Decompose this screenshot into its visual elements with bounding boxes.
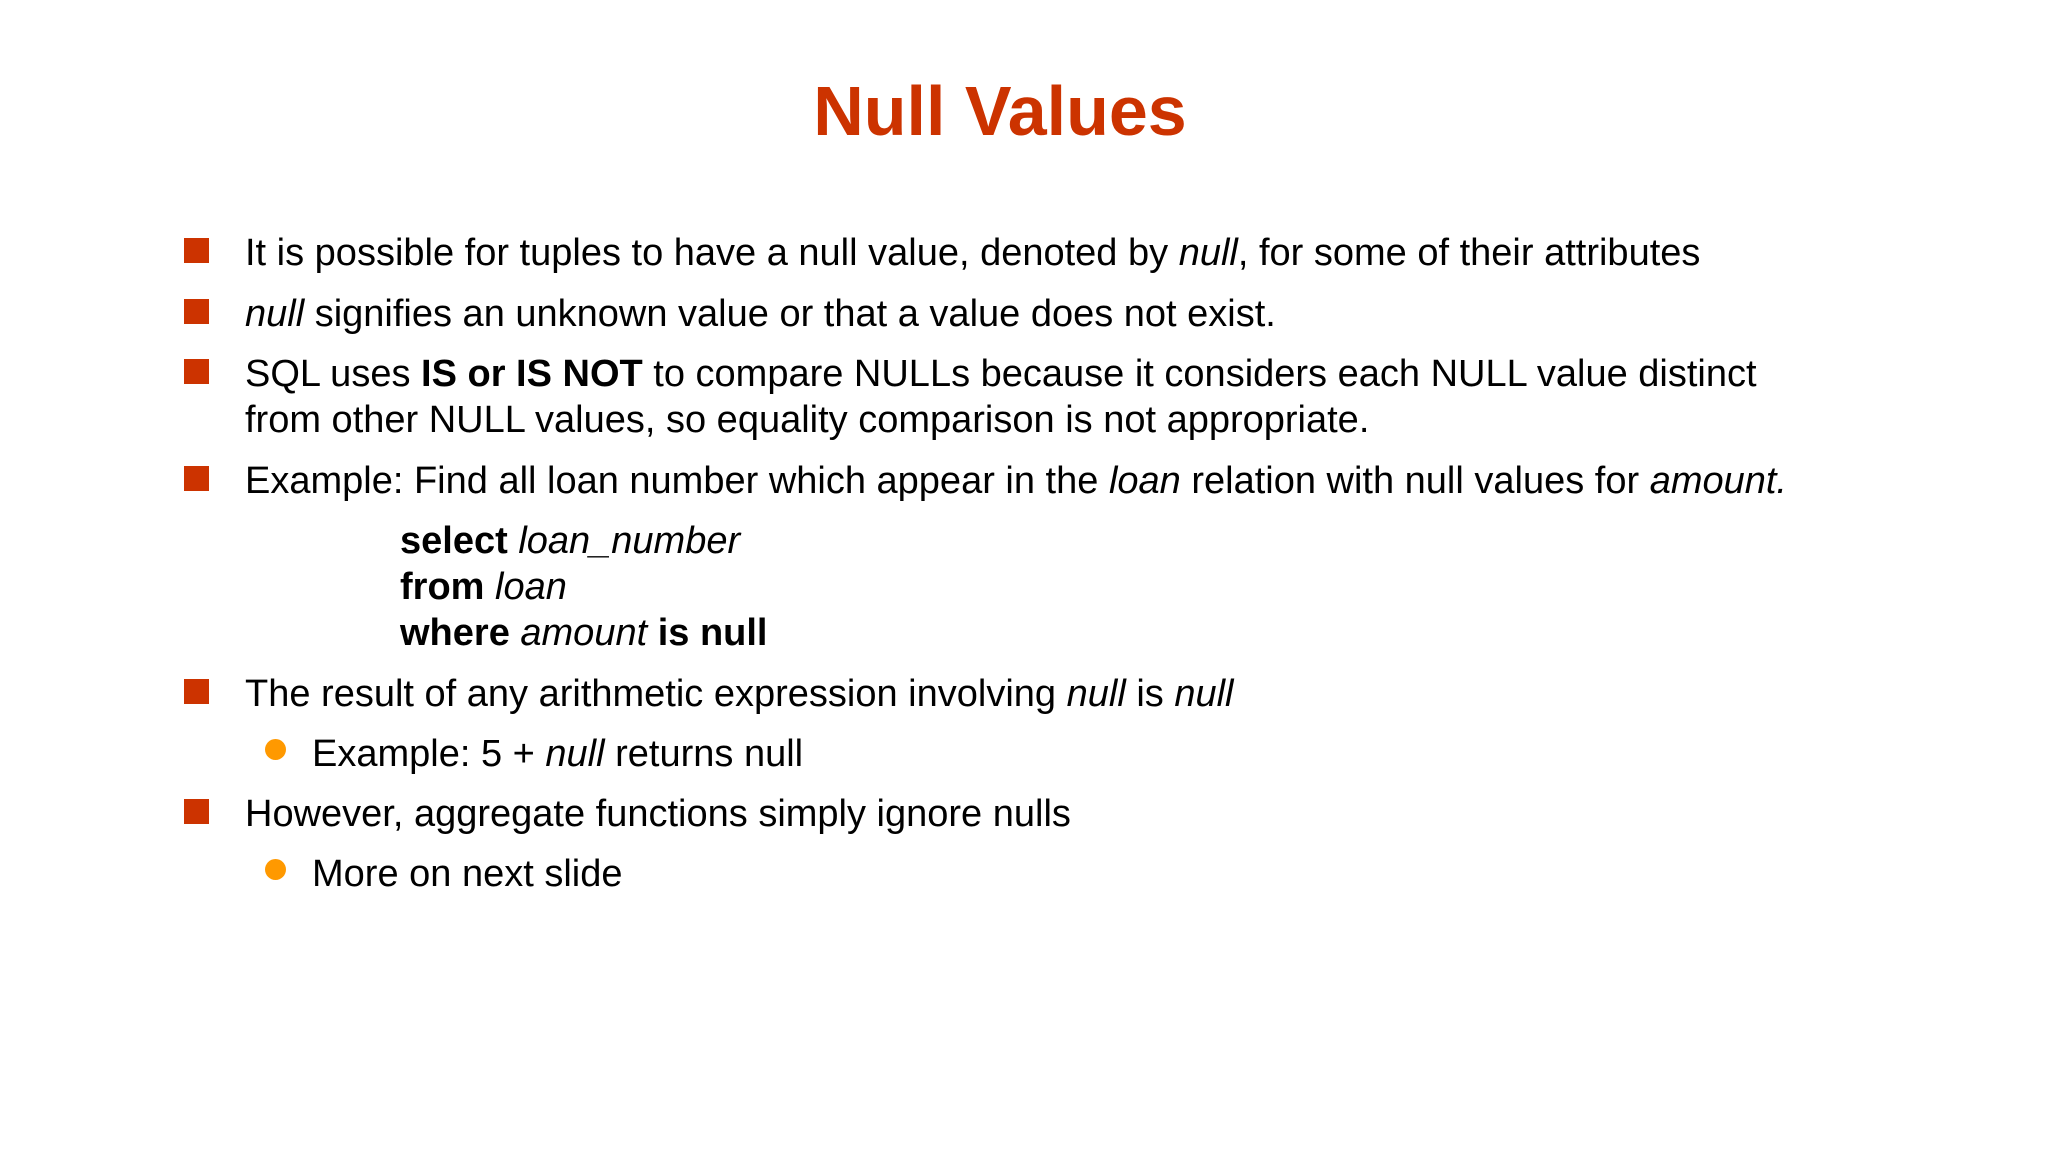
sql-identifier: loan_number (518, 520, 741, 562)
bullet-text-2 (245, 291, 1276, 337)
sql-keyword: select (400, 520, 508, 562)
sub-bullet-text-5 (312, 731, 803, 777)
sql-keyword: is null (657, 612, 768, 654)
round-sub-bullet-icon (265, 739, 286, 760)
query-line-from (400, 564, 567, 610)
text-run: Example: Find all loan number which appear in the (245, 460, 1109, 502)
text-run: returns null (604, 733, 804, 775)
sql-keyword: from (400, 566, 485, 608)
text-run: signifies an unknown value or that a value does not exist. (304, 293, 1276, 335)
query-line-where (400, 610, 768, 656)
bullet-text-6 (245, 791, 1071, 837)
text-run-italic: loan (1108, 460, 1181, 502)
square-bullet-icon (184, 299, 209, 324)
text-run: However, aggregate functions simply ignore nulls (245, 793, 1071, 835)
bullet-text-3-continued (245, 397, 1369, 443)
text-run: The result of any arithmetic expression involving (245, 673, 1067, 715)
bullet-text-3 (245, 351, 1757, 397)
round-sub-bullet-icon (265, 859, 286, 880)
text-run: to compare NULLs because it considers each NULL value distinct (642, 353, 1757, 395)
bullet-text-5 (245, 671, 1233, 717)
text-run: SQL uses (245, 353, 422, 395)
sub-bullet-text-6 (312, 851, 623, 897)
text-run-italic: null (1174, 673, 1234, 715)
text-run-italic: null (545, 733, 605, 775)
square-bullet-icon (184, 466, 209, 491)
text-run: More on next slide (312, 853, 623, 895)
square-bullet-icon (184, 359, 209, 384)
square-bullet-icon (184, 679, 209, 704)
text-run: Example: 5 + (312, 733, 546, 775)
text-run-italic: null (1178, 232, 1238, 274)
text-run-bold: IS or IS NOT (421, 353, 643, 395)
query-line-select (400, 518, 740, 564)
sql-identifier: amount (520, 612, 648, 654)
sql-identifier: loan (495, 566, 567, 608)
text-run-italic: null (245, 293, 305, 335)
bullet-text-1 (245, 230, 1700, 276)
square-bullet-icon (184, 238, 209, 263)
text-run-italic: null (1066, 673, 1126, 715)
text-run: relation with null values for (1180, 460, 1650, 502)
slide-title: Null Values (813, 72, 1187, 150)
bullet-text-4 (245, 458, 1787, 504)
text-run: , for some of their attributes (1237, 232, 1701, 274)
square-bullet-icon (184, 799, 209, 824)
text-run: is (1125, 673, 1175, 715)
sql-keyword: where (400, 612, 510, 654)
text-run: It is possible for tuples to have a null value, denoted by (245, 232, 1179, 274)
text-run: from other NULL values, so equality comparison is not appropriate. (245, 399, 1370, 441)
text-run-italic: amount. (1649, 460, 1787, 502)
